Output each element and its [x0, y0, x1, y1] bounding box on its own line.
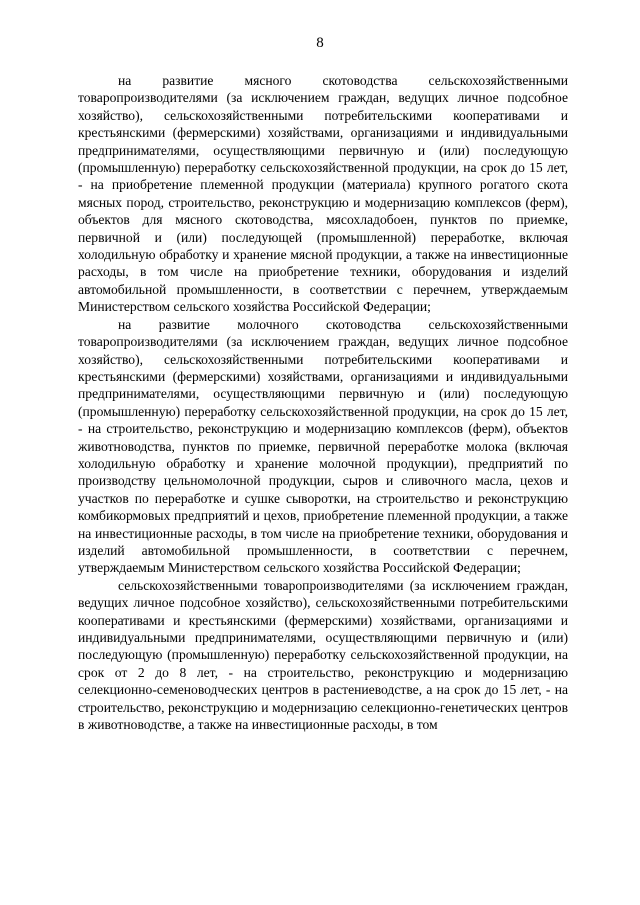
paragraph-dairy-cattle-breeding: на развитие молочного скотоводства сельскохозяйственными товаропроизводителями (за исключением граждан, ведущих личное подсобное хозяйство), сельскохозяйственными потребительскими кооперативами и крестьянскими (фермерскими) хозяйствами, организациями и индивидуальными предпринимателями, осуществляющими первичную и (или) последующую (промышленную) переработку сельскохозяйственной продукции, на срок до 15 лет, - на строительство, реконструкцию и модернизацию комплексов (ферм), объектов животноводства, пунктов по приемке, первичной переработке молока (включая холодильную обработку и хранение молочной продукции), предприятий по производству цельномолочной продукции, сыров и сливочного масла, цехов и участков по переработке и сушке сыворотки, на строительство и реконструкцию комбикормовых предприятий и цехов, приобретение племенной продукции, а также на инвестиционные расходы, в том числе на приобретение техники, оборудования и изделий автомобильной промышленности, в соответствии с перечнем, утверждаемым Министерством сельского хозяйства Российской Федерации;: [78, 316, 568, 576]
paragraph-selection-centers: сельскохозяйственными товаропроизводителями (за исключением граждан, ведущих личное подсобное хозяйство), сельскохозяйственными потребительскими кооперативами и крестьянскими (фермерскими) хозяйствами, организациями и индивидуальными предпринимателями, осуществляющими первичную и (или) последующую (промышленную) переработку сельскохозяйственной продукции, на срок от 2 до 8 лет, - на строительство, реконструкцию и модернизацию селекционно-семеноводческих центров в растениеводстве, а на срок до 15 лет, - на строительство, реконструкцию и модернизацию селекционно-генетических центров в животноводстве, а также на инвестиционные расходы, в том: [78, 577, 568, 733]
document-body: [78, 72, 568, 733]
paragraph-meat-cattle-breeding: на развитие мясного скотоводства сельскохозяйственными товаропроизводителями (за исключением граждан, ведущих личное подсобное хозяйство), сельскохозяйственными потребительскими кооперативами и крестьянскими (фермерскими) хозяйствами, организациями и индивидуальными предпринимателями, осуществляющими первичную и (или) последующую (промышленную) переработку сельскохозяйственной продукции, на срок до 15 лет, - на приобретение племенной продукции (материала) крупного рогатого скота мясных пород, строительство, реконструкцию и модернизацию комплексов (ферм), объектов для мясного скотоводства, мясохладобоен, пунктов по приемке, первичной и (или) последующей (промышленной) переработке, включая холодильную обработку и хранение мясной продукции, а также на инвестиционные расходы, в том числе на приобретение техники, оборудования и изделий автомобильной промышленности, в соответствии с перечнем, утверждаемым Министерством сельского хозяйства Российской Федерации;: [78, 73, 568, 315]
page-number: 8: [316, 35, 324, 51]
